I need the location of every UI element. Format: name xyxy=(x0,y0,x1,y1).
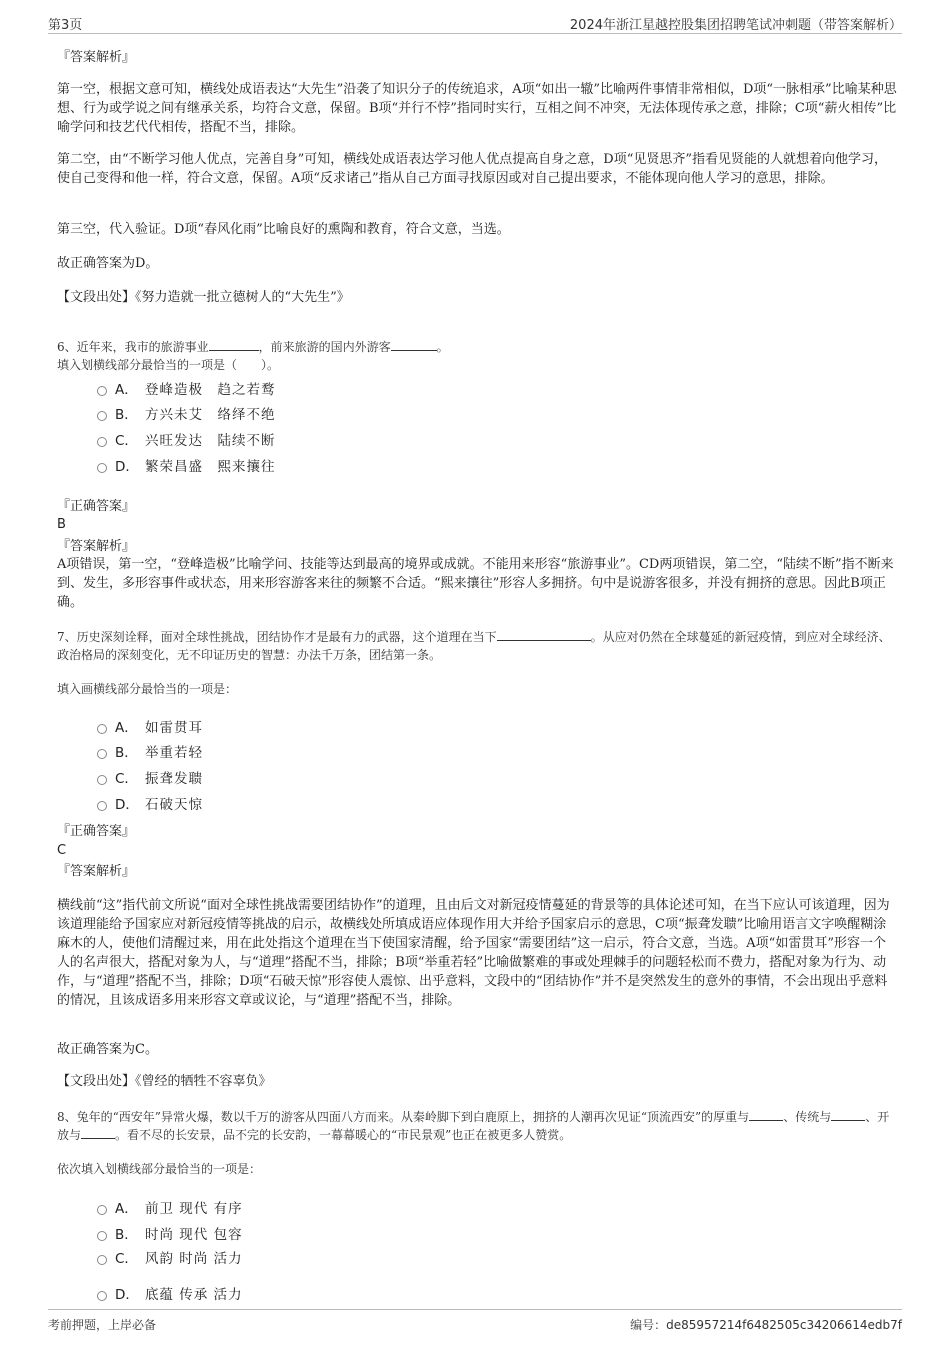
radio-icon[interactable] xyxy=(97,437,107,447)
option-text: 石破天惊 xyxy=(145,797,203,813)
radio-icon[interactable] xyxy=(97,386,107,396)
option-letter: A． xyxy=(115,382,138,398)
option-text: 如雷贯耳 xyxy=(145,720,203,736)
option-text: 风韵 时尚 活力 xyxy=(145,1251,243,1267)
option-text: 方兴未艾 络绎不绝 xyxy=(145,407,276,423)
q6-option-b[interactable] xyxy=(97,402,276,424)
document-id: 编号：de85957214f6482505c34206614edb7f xyxy=(630,1318,902,1332)
q7-analysis: 横线前“这”指代前文所说“面对全球性挑战需要团结协作”的道理，且由后文对新冠疫情蔓延的背景等的具体论述可知，在当下应认可该道理，因为该道理能给予国家应对新冠疫情等挑战的启示，故横线处所填成语应体现作用大并给予国家启示的意思，C项“振聋发聩”比喻用语言文字唤醒糊涂麻木的人，使他们清醒过来，用在此处指这个道理在当下使国家清醒，给予国家“需要团结”这一启示，符合文意，当选。A项“如雷贯耳”形容一个人的名声很大，搭配对象为人，与“道理”搭配不当，排除；B项“举重若轻”比喻做繁难的事或处理棘手的问题轻松而不费力，搭配对象为行为、动作，与“道理”搭配不当，排除；D项“石破天惊”形容使人震惊、出乎意料，文段中的“团结协作”并不是突然发生的意外的事情，不会出现出乎意料的情况，且该成语多用来形容文章或议论，与“道理”搭配不当，排除。 xyxy=(57,898,890,1008)
radio-icon[interactable] xyxy=(97,1291,107,1301)
option-letter: C． xyxy=(115,433,138,449)
q7-blank-1 xyxy=(497,629,591,641)
q8-stem-part-4: 。看不尽的长安景，品不完的长安韵，一幕幕暖心的“市民景观”也正在被更多人赞赏。 xyxy=(115,1128,572,1142)
q7-stem-part-2: 。从应对仍然在全球蔓延的新冠疫情，到应对全球经济、政治格局的深刻变化，无不印证历史的智慧：办法千万条，团结第一条。 xyxy=(57,630,891,662)
radio-icon[interactable] xyxy=(97,801,107,811)
q5-analysis-label: 『答案解析』 xyxy=(57,50,136,65)
q6-blank-1 xyxy=(209,339,259,351)
radio-icon[interactable] xyxy=(97,1231,107,1241)
q8-blank-3 xyxy=(81,1127,115,1139)
option-letter: B． xyxy=(115,407,138,423)
q7-answer-label: 『正确答案』 xyxy=(57,824,136,839)
option-letter: D． xyxy=(115,797,139,813)
q6-stem-part-2: ，前来旅游的国内外游客 xyxy=(258,340,391,354)
radio-icon[interactable] xyxy=(97,1255,107,1265)
footer-slogan: 考前押题，上岸必备 xyxy=(48,1318,157,1332)
radio-icon[interactable] xyxy=(97,463,107,473)
q8-blank-1 xyxy=(749,1109,783,1121)
option-letter: D． xyxy=(115,1287,139,1303)
q7-stem xyxy=(57,628,897,664)
option-letter: A． xyxy=(115,720,138,736)
q8-stem-part-2: 、传统与 xyxy=(783,1110,832,1124)
option-text: 举重若轻 xyxy=(145,745,203,761)
q8-stem-part-3: 、开放与 xyxy=(57,1110,890,1142)
q7-option-b[interactable] xyxy=(97,740,203,762)
radio-icon[interactable] xyxy=(97,724,107,734)
option-text: 振聋发聩 xyxy=(145,771,203,787)
q8-option-a[interactable] xyxy=(97,1196,243,1218)
page-number: 第3页 xyxy=(48,18,83,33)
q6-option-a[interactable] xyxy=(97,377,276,399)
option-letter: B． xyxy=(115,1227,138,1243)
document-title: 2024年浙江星越控股集团招聘笔试冲刺题（带答案解析） xyxy=(569,18,902,33)
q5-analysis-paragraph-2: 第二空，由“不断学习他人优点，完善自身”可知，横线处成语表达学习他人优点提高自身之意，D项“见贤思齐”指看见贤能的人就想着向他学习，使自己变得和他一样，符合文意，保留。A项“反求诸己”指从自己方面寻找原因或对自己提出要求，不能体现向他人学习的意思，排除。 xyxy=(57,152,888,186)
option-letter: A． xyxy=(115,1201,138,1217)
q6-answer-label: 『正确答案』 xyxy=(57,499,136,514)
option-text: 时尚 现代 包容 xyxy=(145,1227,243,1243)
q6-stem-part-3: 。 xyxy=(436,340,449,354)
q7-conclusion: 故正确答案为C。 xyxy=(57,1042,158,1057)
q7-option-c[interactable] xyxy=(97,766,203,788)
q7-prompt: 填入画横线部分最恰当的一项是： xyxy=(57,682,238,696)
q5-analysis-paragraph-3: 第三空，代入验证。D项“春风化雨”比喻良好的熏陶和教育，符合文意，当选。 xyxy=(57,222,510,237)
q7-source: 【文段出处】《曾经的牺牲不容辜负》 xyxy=(57,1074,272,1089)
q6-prompt: 填入划横线部分最恰当的一项是（ ）。 xyxy=(57,358,280,372)
option-text: 繁荣昌盛 熙来攘往 xyxy=(145,459,276,475)
q7-stem-part-1: 7、历史深刻诠释，面对全球性挑战，团结协作才是最有力的武器，这个道理在当下 xyxy=(57,630,497,644)
option-text: 底蕴 传承 活力 xyxy=(145,1287,243,1303)
option-text: 前卫 现代 有序 xyxy=(145,1201,243,1217)
q7-answer: C xyxy=(57,843,67,858)
option-text: 兴旺发达 陆续不断 xyxy=(145,433,276,449)
q5-conclusion: 故正确答案为D。 xyxy=(57,256,159,271)
q6-option-d[interactable] xyxy=(97,454,276,476)
radio-icon[interactable] xyxy=(97,1205,107,1215)
q6-answer: B xyxy=(57,517,66,532)
q8-stem-part-1: 8、兔年的“西安年”异常火爆，数以千万的游客从四面八方而来。从秦岭脚下到白鹿原上，拥挤的人潮再次见证“顶流西安”的厚重与 xyxy=(57,1110,750,1124)
q8-option-b[interactable] xyxy=(97,1222,243,1244)
option-letter: C． xyxy=(115,771,138,787)
option-letter: B． xyxy=(115,745,138,761)
option-letter: D． xyxy=(115,459,139,475)
q7-option-a[interactable] xyxy=(97,715,203,737)
q6-blank-2 xyxy=(391,339,437,351)
radio-icon[interactable] xyxy=(97,775,107,785)
option-text: 登峰造极 趋之若鹜 xyxy=(145,382,276,398)
q8-option-c[interactable] xyxy=(97,1246,243,1268)
q6-stem-part-1: 6、近年来，我市的旅游事业 xyxy=(57,340,209,354)
q6-option-c[interactable] xyxy=(97,428,276,450)
q5-source: 【文段出处】《努力造就一批立德树人的“大先生”》 xyxy=(57,290,350,305)
page-header xyxy=(48,12,902,34)
q8-option-d[interactable] xyxy=(97,1282,243,1304)
radio-icon[interactable] xyxy=(97,749,107,759)
option-letter: C． xyxy=(115,1251,138,1267)
q7-analysis-label: 『答案解析』 xyxy=(57,864,136,879)
page-footer xyxy=(48,1309,902,1333)
q8-stem xyxy=(57,1108,897,1144)
q7-option-d[interactable] xyxy=(97,792,203,814)
q5-analysis-paragraph-1: 第一空，根据文意可知，横线处成语表达“大先生”沿袭了知识分子的传统追求，A项“如出一辙”比喻两件事情非常相似，D项“一脉相承”比喻某种思想、行为或学说之间有继承关系，均符合文意，保留。B项“并行不悖”指同时实行，互相之间不冲突，无法体现传承之意，排除；C项“薪火相传”比喻学问和技艺代代相传，搭配不当，排除。 xyxy=(57,82,897,135)
q8-blank-2 xyxy=(831,1109,865,1121)
radio-icon[interactable] xyxy=(97,411,107,421)
q6-analysis-label: 『答案解析』 xyxy=(57,539,136,554)
q6-analysis: A项错误，第一空，“登峰造极”比喻学问、技能等达到最高的境界或成就。不能用来形容“旅游事业”。CD两项错误，第二空，“陆续不断”指不断来到、发生，多形容事件或状态，用来形容游客来往的频繁不合适。“熙来攘往”形容人多拥挤。句中是说游客很多，并没有拥挤的意思。因此B项正确。 xyxy=(57,557,894,610)
q8-prompt: 依次填入划横线部分最恰当的一项是： xyxy=(57,1162,262,1176)
q6-stem xyxy=(57,338,897,356)
